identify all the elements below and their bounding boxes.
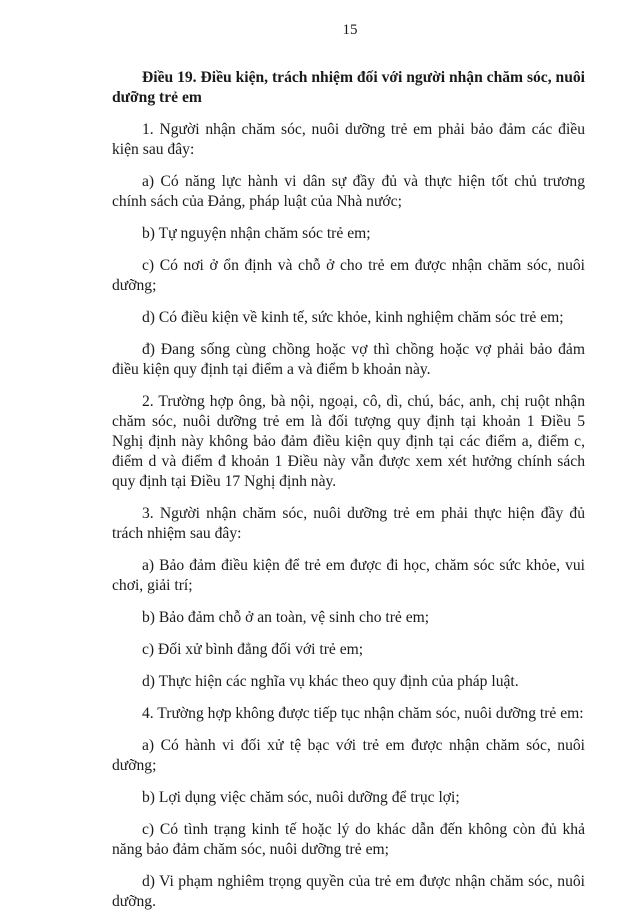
clause-3: 3. Người nhận chăm sóc, nuôi dưỡng trẻ em phải thực hiện đầy đủ trách nhiệm sau đây:: [112, 505, 585, 542]
clause-1-point-b: b) Tự nguyện nhận chăm sóc trẻ em;: [142, 225, 371, 242]
article-heading: Điều 19. Điều kiện, trách nhiệm đối với người nhận chăm sóc, nuôi dưỡng trẻ em: [112, 69, 585, 106]
clause-4-point-d: d) Vi phạm nghiêm trọng quyền của trẻ em được nhận chăm sóc, nuôi dưỡng.: [112, 873, 585, 910]
clause-3-point-d: d) Thực hiện các nghĩa vụ khác theo quy định của pháp luật.: [142, 673, 519, 690]
clause-4-point-b: b) Lợi dụng việc chăm sóc, nuôi dưỡng để trục lợi;: [142, 789, 460, 806]
clause-4: 4. Trường hợp không được tiếp tục nhận chăm sóc, nuôi dưỡng trẻ em:: [142, 705, 584, 722]
clause-4-point-a: a) Có hành vi đối xử tệ bạc với trẻ em được nhận chăm sóc, nuôi dưỡng;: [112, 737, 585, 774]
clause-1-point-c: c) Có nơi ở ổn định và chỗ ở cho trẻ em được nhận chăm sóc, nuôi dưỡng;: [112, 257, 585, 294]
clause-4-point-c: c) Có tình trạng kinh tế hoặc lý do khác dẫn đến không còn đủ khả năng bảo đảm chăm sóc, nuôi dưỡng trẻ em;: [112, 821, 585, 858]
clause-3-point-c: c) Đối xử bình đẳng đối với trẻ em;: [142, 641, 364, 658]
clause-3-point-b: b) Bảo đảm chỗ ở an toàn, vệ sinh cho trẻ em;: [142, 609, 430, 626]
clause-1-point-d: d) Có điều kiện về kinh tế, sức khỏe, kinh nghiệm chăm sóc trẻ em;: [142, 309, 564, 326]
page-number: 15: [342, 22, 358, 38]
document-body: [112, 68, 585, 924]
clause-2: 2. Trường hợp ông, bà nội, ngoại, cô, dì, chú, bác, anh, chị ruột nhận chăm sóc, nuôi dưỡng trẻ em là đối tượng quy định tại khoản 1 Điều 5 Nghị định này không bảo đảm điều kiện quy định tại các điểm a, điểm c, điểm d và điểm đ khoản 1 Điều này vẫn được xem xét hưởng chính sách quy định tại Điều 17 Nghị định này.: [112, 393, 585, 490]
clause-3-point-a: a) Bảo đảm điều kiện để trẻ em được đi học, chăm sóc sức khỏe, vui chơi, giải trí;: [112, 557, 585, 594]
clause-1-point-a: a) Có năng lực hành vi dân sự đầy đủ và thực hiện tốt chủ trương chính sách của Đảng, pháp luật của Nhà nước;: [112, 173, 585, 210]
clause-1: 1. Người nhận chăm sóc, nuôi dưỡng trẻ em phải bảo đảm các điều kiện sau đây:: [112, 121, 585, 158]
clause-1-point-dd: đ) Đang sống cùng chồng hoặc vợ thì chồng hoặc vợ phải bảo đảm điều kiện quy định tại điểm a và điểm b khoản này.: [112, 341, 585, 378]
